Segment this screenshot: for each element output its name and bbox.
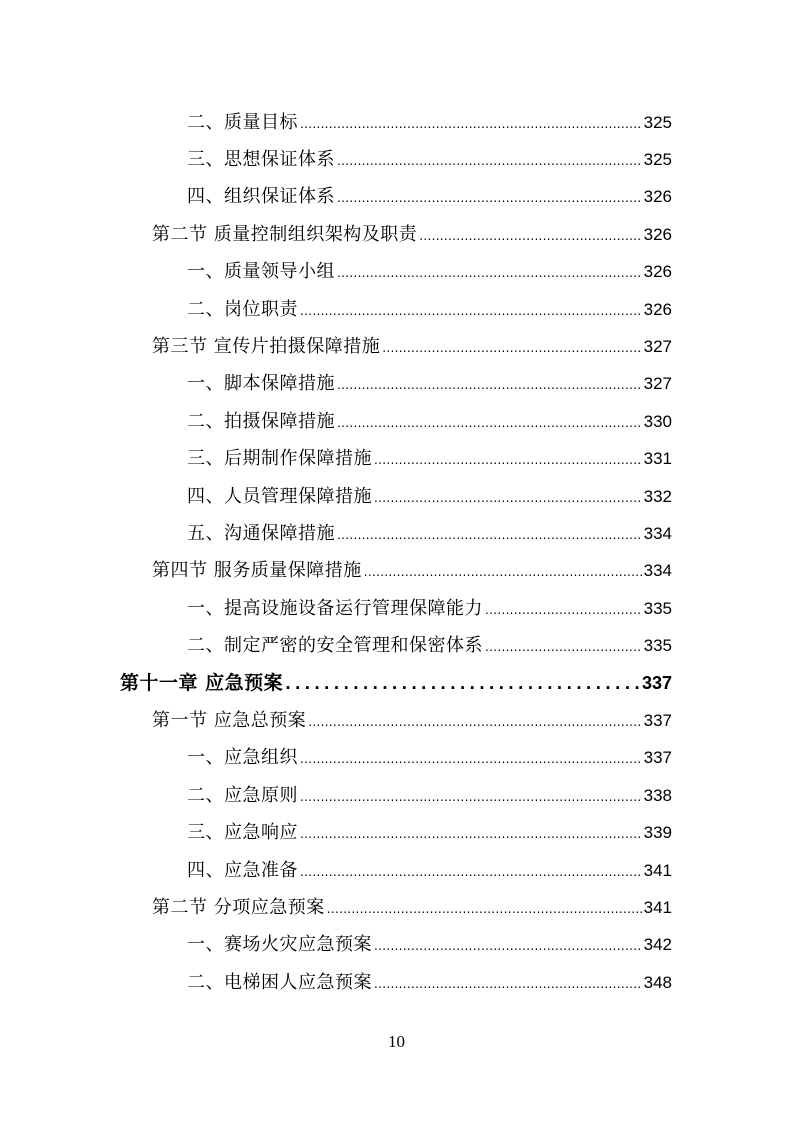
toc-entry-page: 334 (643, 523, 672, 543)
toc-leader-dots (337, 192, 642, 204)
toc-leader-dots (285, 677, 640, 692)
toc-entry-title: 第二节 质量控制组织架构及职责 (152, 223, 418, 245)
toc-entry-title: 二、质量目标 (187, 111, 298, 133)
toc-leader-dots (337, 267, 642, 279)
toc-leader-dots (374, 978, 642, 990)
toc-leader-dots (337, 417, 642, 429)
page-number: 10 (388, 1032, 405, 1051)
toc-entry-title: 二、电梯困人应急预案 (187, 971, 372, 993)
toc-leader-dots (374, 940, 642, 952)
toc-entry-title: 一、应急组织 (187, 747, 298, 769)
toc-entry-page: 348 (643, 972, 672, 992)
toc-entry[interactable] (0, 401, 793, 438)
toc-entry[interactable] (0, 139, 793, 176)
toc-leader-dots (300, 828, 642, 840)
toc-entry-page: 342 (643, 935, 672, 955)
toc-entry[interactable] (0, 850, 793, 887)
toc-entry-title: 一、赛场火灾应急预案 (187, 934, 372, 956)
toc-leader-dots (485, 604, 642, 616)
toc-leader-dots (419, 230, 641, 242)
toc-entry-title: 四、组织保证体系 (187, 186, 335, 208)
toc-entry[interactable] (0, 663, 793, 700)
toc-entry-page: 325 (643, 150, 672, 170)
toc-entry[interactable] (0, 775, 793, 812)
toc-leader-dots (327, 903, 642, 915)
toc-leader-dots (300, 118, 642, 130)
toc-entry-page: 337 (643, 748, 672, 768)
toc-entry[interactable] (0, 887, 793, 924)
toc-entry-title: 四、应急准备 (187, 859, 298, 881)
toc-entry-page: 331 (643, 449, 672, 469)
toc-entry-page: 325 (643, 112, 672, 132)
toc-entry[interactable] (0, 738, 793, 775)
toc-leader-dots (337, 529, 642, 541)
toc-entry[interactable] (0, 214, 793, 251)
toc-leader-dots (308, 716, 641, 728)
toc-entry-page: 326 (643, 224, 672, 244)
toc-leader-dots (300, 866, 642, 878)
toc-entry[interactable] (0, 588, 793, 625)
toc-entry-page: 332 (643, 486, 672, 506)
toc-leader-dots (337, 155, 642, 167)
toc-entry-title: 三、后期制作保障措施 (187, 448, 372, 470)
toc-entry-title: 一、质量领导小组 (187, 261, 335, 283)
toc-leader-dots (300, 791, 642, 803)
toc-leader-dots (337, 379, 642, 391)
toc-leader-dots (374, 492, 642, 504)
toc-entry-page: 341 (643, 860, 672, 880)
toc-entry[interactable] (0, 812, 793, 849)
toc-entry[interactable] (0, 326, 793, 363)
toc-entry-page: 339 (643, 823, 672, 843)
toc-entry-page: 327 (643, 374, 672, 394)
toc-entry-page: 326 (643, 187, 672, 207)
toc-entry-title: 五、沟通保障措施 (187, 522, 335, 544)
toc-entry-title: 一、提高设施设备运行管理保障能力 (187, 597, 483, 619)
toc-entry-page: 326 (643, 299, 672, 319)
toc-entry-title: 二、岗位职责 (187, 298, 298, 320)
toc-entry-page: 335 (643, 598, 672, 618)
table-of-contents (0, 102, 793, 999)
toc-entry[interactable] (0, 439, 793, 476)
toc-entry[interactable] (0, 700, 793, 737)
toc-entry-title: 第二节 分项应急预案 (152, 896, 325, 918)
toc-entry-page: 338 (643, 785, 672, 805)
toc-entry-title: 二、制定严密的安全管理和保密体系 (187, 635, 483, 657)
toc-entry-page: 341 (643, 897, 672, 917)
toc-entry-title: 二、拍摄保障措施 (187, 410, 335, 432)
toc-entry-title: 第一节 应急总预案 (152, 709, 307, 731)
toc-entry-title: 第三节 宣传片拍摄保障措施 (152, 336, 381, 358)
toc-entry-title: 三、思想保证体系 (187, 149, 335, 171)
toc-entry[interactable] (0, 551, 793, 588)
toc-entry-page: 334 (643, 561, 672, 581)
toc-entry-title: 三、应急响应 (187, 822, 298, 844)
toc-entry[interactable] (0, 252, 793, 289)
toc-entry[interactable] (0, 177, 793, 214)
toc-entry-page: 337 (643, 710, 672, 730)
toc-entry-page: 326 (643, 262, 672, 282)
toc-entry[interactable] (0, 289, 793, 326)
toc-entry[interactable] (0, 513, 793, 550)
toc-leader-dots (485, 641, 642, 653)
toc-entry-title: 四、人员管理保障措施 (187, 485, 372, 507)
toc-leader-dots (364, 566, 642, 578)
toc-entry[interactable] (0, 925, 793, 962)
toc-entry[interactable] (0, 364, 793, 401)
toc-leader-dots (382, 342, 641, 354)
toc-leader-dots (300, 305, 642, 317)
toc-entry[interactable] (0, 102, 793, 139)
toc-entry-page: 330 (643, 411, 672, 431)
toc-entry-title: 二、应急原则 (187, 784, 298, 806)
toc-entry[interactable] (0, 962, 793, 999)
toc-leader-dots (300, 753, 642, 765)
toc-entry[interactable] (0, 476, 793, 513)
toc-entry-page: 337 (641, 673, 672, 694)
toc-leader-dots (374, 454, 642, 466)
toc-entry-title: 一、脚本保障措施 (187, 373, 335, 395)
toc-entry-title: 第十一章 应急预案 (120, 672, 284, 695)
toc-entry[interactable] (0, 625, 793, 662)
toc-entry-page: 335 (643, 636, 672, 656)
toc-entry-title: 第四节 服务质量保障措施 (152, 560, 362, 582)
toc-entry-page: 327 (643, 337, 672, 357)
